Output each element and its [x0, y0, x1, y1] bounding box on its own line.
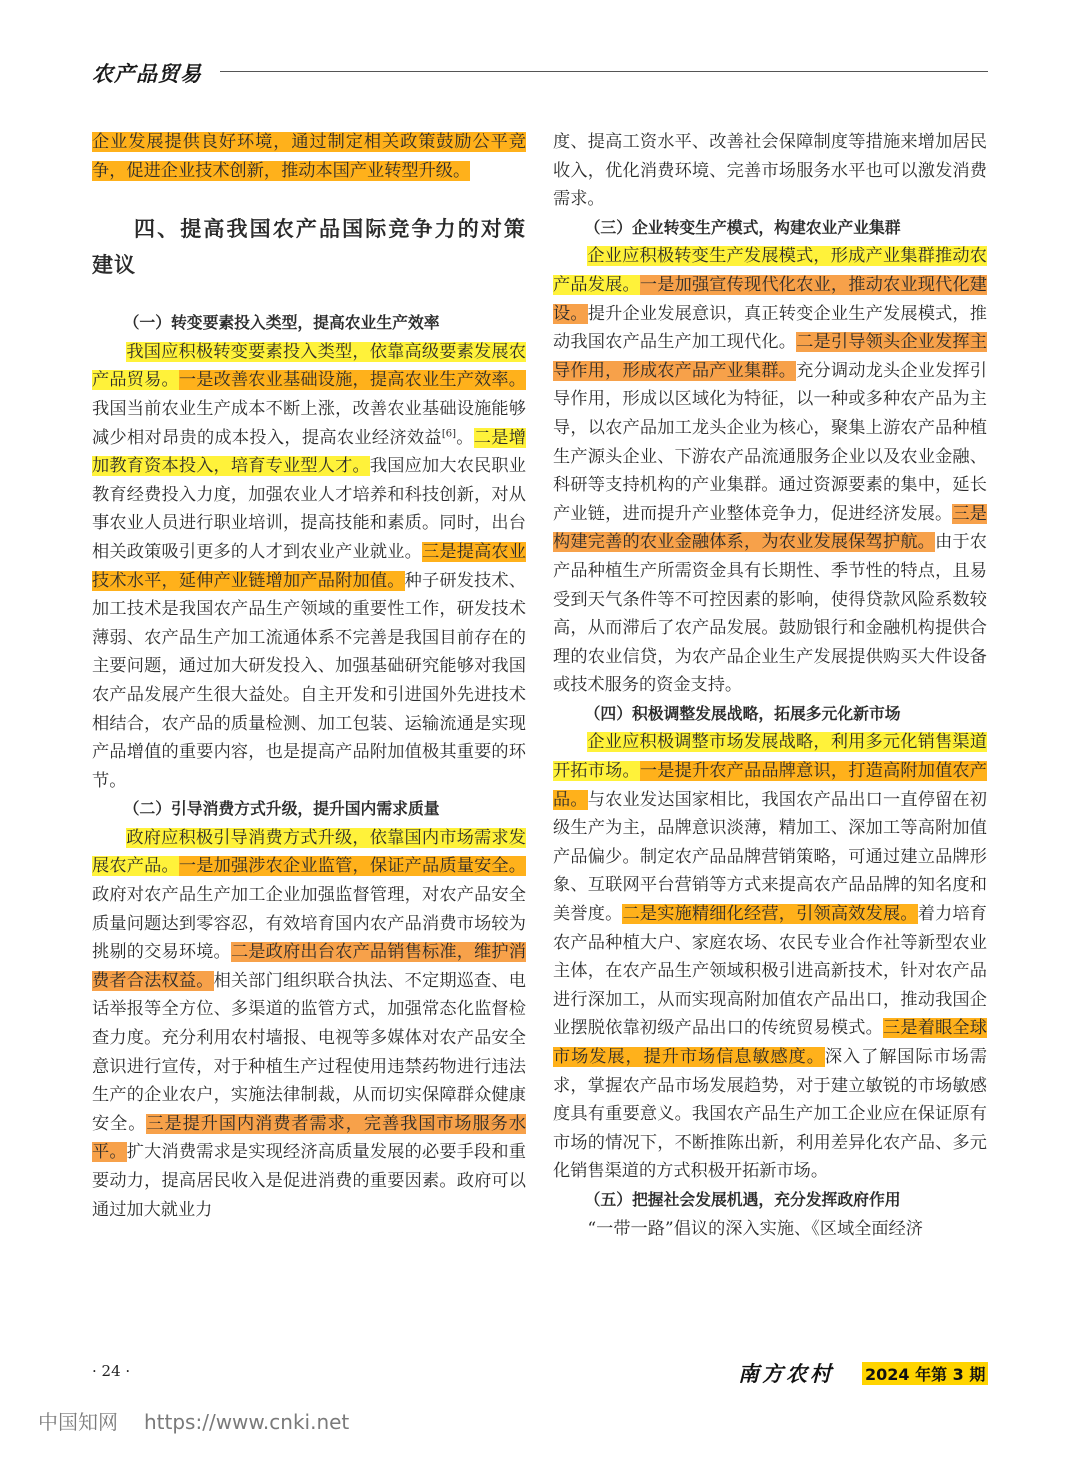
subsection-heading: （二）引导消费方式升级，提升国内需求质量: [123, 799, 440, 819]
cnki-watermark: [38, 1406, 349, 1435]
highlighted-text: 一是加强宣传现代化农业，推动农业现代化建设。: [553, 274, 987, 324]
text-run: 我国应加大农民职业教育经费投入力度，加强农业人才培养和科技创新，对从事农业人员进行职业培训，提高技能和素质。同时，出台相关政策吸引更多的人才到农业产业就业。: [92, 456, 526, 562]
text-run: 相关部门组织联合执法、不定期巡查、电话举报等全方位、多渠道的监管方式，加强常态化监督检查力度。充分利用农村墙报、电视等多媒体对农产品安全意识进行宣传，对于种植生产过程使用违禁药物进行违法生产的企业农户，实施法律制裁，从而切实保障群众健康安全。: [92, 970, 526, 1134]
right-column: [553, 128, 987, 1243]
citation-ref: [6]: [441, 427, 456, 439]
highlighted-text: 三是提高农业技术水平，延伸产业链增加产品附加值。: [92, 541, 526, 591]
text-run: 政府对农产品生产加工企业加强监督管理，对农产品安全质量问题达到零容忍，有效培育国内农产品消费市场较为挑剔的交易环境。: [92, 885, 526, 963]
paragraph: [553, 728, 987, 1186]
text-run: “一带一路”倡议的深入实施、《区域全面经济: [587, 1218, 923, 1239]
paragraph: [553, 1215, 987, 1244]
paragraph: [92, 338, 526, 796]
highlighted-text: 二是政府出台农产品销售标准，维护消费者合法权益。: [92, 942, 526, 991]
text-run: 提升企业发展意识，真正转变企业生产发展模式，推动我国农产品生产加工现代化。: [553, 303, 987, 353]
text-run: 种子研发技术、加工技术是我国农产品生产领域的重要性工作，研发技术薄弱、农产品生产加工流通体系不完善是我国目前存在的主要问题，通过加大研发投入、加强基础研究能够对我国农产品发展产生很大益处。自主开发和引进国外先进技术相结合，农产品的质量检测、加工包装、运输流通是实现产品增值的重要内容，也是提高产品附加值极其重要的环节。: [92, 570, 526, 791]
page-number: · 24 ·: [92, 1362, 131, 1380]
paragraph: [553, 128, 987, 214]
text-run: 与农业发达国家相比，我国农产品出口一直停留在初级生产为主，品牌意识淡薄，精加工、深加工等高附加值产品偏少。制定农产品品牌营销策略，可通过建立品牌形象、互联网平台营销等方式来提高农产品品牌的知名度和美誉度。: [553, 789, 987, 925]
text-run: 。: [456, 427, 474, 448]
watermark-url[interactable]: https://www.cnki.net: [144, 1410, 350, 1434]
magazine-name: 南方农村: [738, 1361, 834, 1386]
subsection-heading: （五）把握社会发展机遇，充分发挥政府作用: [584, 1189, 901, 1209]
highlighted-text: 三是构建完善的农业金融体系，为农业发展保驾护航。: [553, 503, 987, 553]
highlighted-text: 企业应积极转变生产发展模式，形成产业集群推动农产品发展。: [553, 246, 987, 295]
header-rule: [220, 71, 988, 72]
highlighted-text: 一是改善农业基础设施，提高农业生产效率。: [178, 370, 526, 391]
highlighted-text: 二是增加教育资本投入，培育专业型人才。: [92, 427, 526, 477]
highlighted-text: 一是提升农产品品牌意识，打造高附加值农产品。: [553, 761, 987, 810]
watermark-brand: 中国知网: [38, 1410, 118, 1434]
issue-label: 2024 年第 3 期: [862, 1362, 988, 1385]
highlighted-text: 我国应积极转变要素投入类型，依靠高级要素发展农产品贸易。: [92, 341, 526, 391]
paragraph: [92, 824, 526, 1224]
text-run: 着力培育农产品种植大户、家庭农场、农民专业合作社等新型农业主体，在农产品生产领域积极引进高新技术，针对农产品进行深加工，从而实现高附加值农产品出口，推动我国企业摆脱依靠初级产品出口的传统贸易模式。: [553, 904, 987, 1039]
text-run: 扩大消费需求是实现经济高质量发展的必要手段和重要动力，提高居民收入是促进消费的重要因素。政府可以通过加大就业力: [92, 1142, 526, 1220]
text-run: 由于农产品种植生产所需资金具有长期性、季节性的特点，且易受到天气条件等不可控因素的影响，使得贷款风险系数较高，从而滞后了农产品发展。鼓励银行和金融机构提供合理的农业信贷，为农产品企业生产发展提供购买大件设备或技术服务的资金支持。: [553, 532, 987, 696]
highlighted-text: 二是实施精细化经营，引领高效发展。: [622, 904, 918, 925]
highlighted-text: 三是提升国内消费者需求，完善我国市场服务水平。: [92, 1113, 526, 1163]
text-run: 深入了解国际市场需求，掌握农产品市场发展趋势，对于建立敏锐的市场敏感度具有重要意义。我国农产品生产加工企业应在保证原有市场的情况下，不断推陈出新，利用差异化农产品、多元化销售渠道的方式积极开拓新市场。: [553, 1047, 987, 1182]
highlighted-text: 二是引导领头企业发挥主导作用，形成农产品产业集群。: [553, 332, 987, 381]
left-column: [92, 128, 526, 1224]
highlighted-text: 企业发展提供良好环境，通过制定相关政策鼓励公平竞争，促进企业技术创新，推动本国产业转型升级。: [92, 132, 526, 181]
paragraph: [553, 242, 987, 700]
text-run: 充分调动龙头企业发挥引导作用，形成以区域化为特征，以一种或多种农产品为主导，以农产品加工龙头企业为核心，聚集上游农产品种植生产源头企业、下游农产品流通服务企业以及农业金融、科研等支持机构的产业集群。通过资源要素的集中，延长产业链，进而提升产业整体竞争力，促进经济发展。: [553, 360, 987, 524]
section-heading: 四、提高我国农产品国际竞争力的对策建议: [92, 217, 526, 278]
journal-section-title: 农产品贸易: [92, 62, 202, 86]
highlighted-text: 企业应积极调整市场发展战略，利用多元化销售渠道开拓市场。: [553, 732, 987, 782]
highlighted-text: 政府应积极引导消费方式升级，依靠国内市场需求发展农产品。: [92, 827, 526, 877]
text-run: 度、提高工资水平、改善社会保障制度等措施来增加居民收入，优化消费环境、完善市场服务水平也可以激发消费需求。: [553, 132, 987, 210]
highlighted-text: 三是着眼全球市场发展，提升市场信息敏感度。: [553, 1018, 987, 1067]
highlighted-text: 一是加强涉农企业监管，保证产品质量安全。: [178, 856, 526, 877]
subsection-heading: （三）企业转变生产模式，构建农业产业集群: [584, 217, 901, 237]
subsection-heading: （一）转变要素投入类型，提高农业生产效率: [123, 313, 440, 333]
paragraph: [92, 128, 526, 185]
subsection-heading: （四）积极调整发展战略，拓展多元化新市场: [584, 703, 901, 723]
text-run: 我国当前农业生产成本不断上涨，改善农业基础设施能够减少相对昂贵的成本投入，提高农业经济效益: [92, 398, 526, 448]
